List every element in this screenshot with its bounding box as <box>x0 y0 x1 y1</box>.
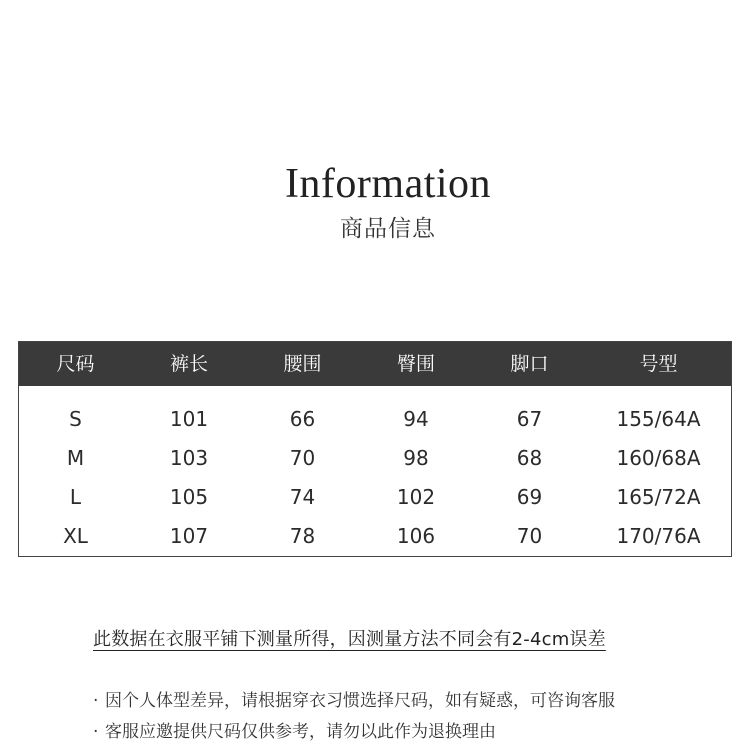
table-cell-size: M <box>66 446 85 470</box>
table-cell-size: L <box>69 485 82 509</box>
table-cell-hip: 102 <box>396 485 436 509</box>
table-header <box>19 342 731 386</box>
table-cell-leg-opening: 67 <box>516 407 543 431</box>
measurement-notice: 此数据在衣服平铺下测量所得，因测量方法不同会有2-4cm误差 <box>93 629 606 650</box>
table-cell-hip: 94 <box>403 407 429 431</box>
table-cell-waist: 66 <box>289 407 316 431</box>
table-cell-body-type: 155/64A <box>616 407 701 431</box>
table-cell-pants-length: 101 <box>169 407 209 431</box>
table-cell-body-type: 160/68A <box>616 446 701 470</box>
column-header-leg-opening: 脚口 <box>510 353 549 375</box>
size-table <box>18 341 732 557</box>
note-text: 客服应邀提供尺码仅供参考，请勿以此作为退换理由 <box>105 722 496 742</box>
column-header-body-type: 号型 <box>639 353 678 375</box>
note-item <box>93 719 496 745</box>
table-cell-pants-length: 105 <box>169 485 209 509</box>
column-header-size: 尺码 <box>56 353 95 375</box>
column-header-pants-length: 裤长 <box>169 353 208 375</box>
table-cell-waist: 70 <box>289 446 316 470</box>
column-header-waist: 腰围 <box>283 353 322 375</box>
table-cell-pants-length: 103 <box>169 446 209 470</box>
page-title-chinese: 商品信息 <box>340 216 436 242</box>
table-cell-leg-opening: 68 <box>516 446 543 470</box>
table-cell-size: XL <box>63 524 88 548</box>
table-cell-leg-opening: 69 <box>516 485 543 509</box>
table-cell-pants-length: 107 <box>169 524 209 548</box>
table-cell-waist: 74 <box>289 485 316 509</box>
table-cell-body-type: 170/76A <box>616 524 701 548</box>
table-cell-waist: 78 <box>289 524 316 548</box>
column-header-hip: 臀围 <box>396 353 435 375</box>
bullet-dot: · <box>93 722 99 742</box>
note-text: 因个人体型差异，请根据穿衣习惯选择尺码，如有疑惑，可咨询客服 <box>105 691 615 711</box>
page-title-english: Information <box>284 161 492 207</box>
note-item <box>93 688 615 714</box>
table-cell-leg-opening: 70 <box>516 524 543 548</box>
table-cell-size: S <box>69 407 82 431</box>
table-cell-hip: 106 <box>396 524 436 548</box>
table-cell-body-type: 165/72A <box>616 485 701 509</box>
table-cell-hip: 98 <box>403 446 429 470</box>
bullet-dot: · <box>93 691 99 711</box>
